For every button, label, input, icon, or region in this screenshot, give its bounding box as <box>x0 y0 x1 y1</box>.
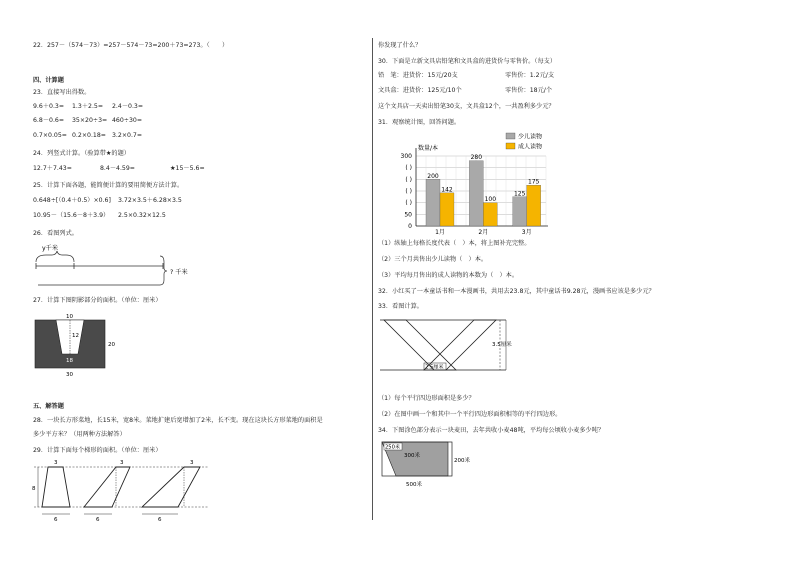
q29-trapezoids <box>30 457 210 522</box>
q33-sub1: （1）每个平行四边形面积是多少？ <box>378 395 475 402</box>
calc-r3c2: 0.2×0.18= <box>72 132 106 139</box>
q25: 25．计算下面各题，能简便计算的要用简便方法计算。 <box>33 182 184 189</box>
calc-r1c1: 9.6＋0.3= <box>33 103 65 110</box>
y-tick-label: 300 <box>400 153 412 160</box>
q34-bottom-label: 500米 <box>406 482 422 488</box>
q27-shaded-figure <box>30 310 120 378</box>
bar <box>513 197 527 226</box>
bar-value-label: 175 <box>527 178 540 186</box>
q34-field-figure <box>378 436 488 494</box>
bar-value-label: 100 <box>484 196 497 204</box>
y-axis-title: 数量/本 <box>418 145 439 152</box>
q30-pencil-price: 零售价：1.2元/支 <box>505 72 555 79</box>
column-divider <box>372 38 373 520</box>
q33-parallelogram-figure <box>378 314 528 376</box>
q29-t1-bottom: 6 <box>54 517 58 522</box>
q24-item-1: 12.7＋7.43= <box>33 165 72 172</box>
q26-top-brace <box>36 251 74 262</box>
q31-sub1: （1）纵轴上每格长度代表（ ）本，将上图补充完整。 <box>378 240 531 247</box>
calc-r1c3: 2.4－0.3= <box>112 103 144 110</box>
y-tick-label: ( ) <box>405 188 412 195</box>
q28-line-1: 28．一块长方形菜地，长15米，宽8米。菜地扩建后宽增加了2米，长不变。现在这块长方形菜地的面积是 <box>33 417 323 424</box>
y-tick-label: ( ) <box>405 199 412 207</box>
bar-value-label: 200 <box>427 172 439 180</box>
y-tick-label: ( ) <box>405 176 412 184</box>
q24: 24．列竖式计算。（验算带★的题） <box>33 150 130 157</box>
bar <box>440 193 454 226</box>
calc-r2c2: 35×20÷3= <box>72 117 108 124</box>
y-tick-label: 0 <box>408 223 412 230</box>
calc-r3c1: 0.7×0.05= <box>33 132 67 139</box>
legend-swatch <box>506 133 515 139</box>
bar <box>483 203 497 226</box>
q31: 31．观察统计图，回答问题。 <box>378 119 461 126</box>
q33: 33．看图计算。 <box>378 303 423 310</box>
q27: 27．计算下图阴影部分的面积。（单位：厘米） <box>33 297 162 304</box>
q34-top-label: 250米 <box>385 444 401 451</box>
q25-item-4: 2.5×0.32×12.5 <box>118 212 166 219</box>
q27-top-dim: 10 <box>66 314 73 320</box>
q34-inner-label: 300米 <box>404 453 420 459</box>
q29-t3-bottom: 6 <box>158 517 162 522</box>
calc-r1c2: 1.3＋2.5= <box>72 103 104 110</box>
bar-value-label: 142 <box>441 186 453 194</box>
legend-label: 成人读物 <box>518 143 543 151</box>
calc-r2c3: 460÷30= <box>112 117 143 124</box>
q27-right-dim: 20 <box>108 342 115 348</box>
q31-bar-chart <box>378 128 568 236</box>
q29-t2-bottom: 6 <box>96 517 100 522</box>
q30-ask: 这个文具店一天卖出铅笔30支，文具盒12个，一共盈利多少元？ <box>378 103 555 110</box>
calc-r2c1: 6.8－0.6= <box>33 117 65 124</box>
q31-sub3: （3）平均每月售出的成人读物的本数为（ ）本。 <box>378 272 519 279</box>
q34-right-label: 200米 <box>454 458 470 464</box>
q26-top-label: y千米 <box>42 245 59 252</box>
q24-item-2: 8.4－4.59= <box>100 165 135 172</box>
q27-bottom-dim: 18 <box>66 358 73 364</box>
q29: 29．计算下面每个梯形的面积。（单位：厘米） <box>33 447 162 454</box>
q26-line-diagram <box>30 240 220 290</box>
q29-t1-top: 3 <box>54 460 58 466</box>
q29-think: 你发现了什么？ <box>378 42 422 49</box>
q29-t1-height: 8 <box>32 486 36 492</box>
q23: 23．直接写出得数。 <box>33 89 91 96</box>
q25-item-1: 0.648÷[（0.4＋0.5）×0.6] <box>33 197 111 204</box>
x-tick-label: 2月 <box>478 229 489 236</box>
bar-value-label: 280 <box>470 154 483 162</box>
y-tick-label: 50 <box>404 211 412 219</box>
q33-parallelogram-2 <box>424 320 496 370</box>
x-tick-label: 1月 <box>435 229 445 236</box>
q33-sub2: （2）在图中画一个和其中一个平行四边形面积相等的平行四边形。 <box>378 411 562 418</box>
bar <box>469 161 483 226</box>
q31-sub2: （2）三个月共售出少儿读物（ ）本。 <box>378 256 488 263</box>
legend-swatch <box>506 143 515 149</box>
q33-base-label: 2.5厘米 <box>425 364 444 371</box>
q29-trapezoid-2 <box>84 467 130 507</box>
q34: 34．下图涂色部分表示一块麦田，去年共收小麦48吨，平均每公顷收小麦多少吨？ <box>378 427 605 434</box>
q26-right-brace <box>38 256 167 285</box>
q29-trapezoid-3 <box>142 467 200 507</box>
q33-height-label: 3.5厘米 <box>492 342 512 348</box>
q30-box-cost: 文具盒：进货价：125元/10个 <box>378 87 462 94</box>
q25-item-3: 10.95－（15.6－8＋3.9） <box>33 212 110 219</box>
q28-line-2: 多少平方米？（用两种方法解答） <box>33 431 126 438</box>
y-tick-label: ( ) <box>405 164 412 172</box>
x-tick-label: 3月 <box>521 229 532 236</box>
q29-t2-top: 3 <box>120 460 124 466</box>
q29-trapezoid-1 <box>42 467 70 507</box>
q30-box-price: 零售价：18元/个 <box>505 87 553 94</box>
q27-base-dim: 30 <box>66 372 73 378</box>
q30: 30．下面是立新文具店铅笔和文具盒的进货价与零售价。（每支） <box>378 58 557 65</box>
bar-value-label: 125 <box>513 190 526 198</box>
calc-r3c3: 3.2×0.7= <box>112 132 143 139</box>
section-5-heading: 五、解答题 <box>33 403 64 410</box>
bar <box>426 179 440 226</box>
bar <box>527 185 541 226</box>
q27-mid-dim: 12 <box>72 333 79 339</box>
q26: 26．看图列式。 <box>33 230 78 237</box>
q26-right-label: ? 千米 <box>170 269 188 276</box>
q25-item-2: 3.72×3.5＋6.28×3.5 <box>118 197 182 204</box>
legend-label: 少儿读物 <box>518 133 543 141</box>
section-4-heading: 四、计算题 <box>33 77 64 84</box>
q29-t3-top: 3 <box>190 460 194 466</box>
q22: 22．257－（574－73）=257－574－73=200＋73=273。（ ） <box>33 42 229 49</box>
q32: 32．小红买了一本童话书和一本漫画书，共用去23.8元，其中童话书9.28元，漫画书应该是多少元？ <box>378 288 655 295</box>
q24-item-3: ★15－5.6= <box>170 165 205 172</box>
q30-pencil-cost: 铅 笔：进货价：15元/20支 <box>378 72 458 79</box>
q33-parallelogram-1 <box>384 320 456 370</box>
